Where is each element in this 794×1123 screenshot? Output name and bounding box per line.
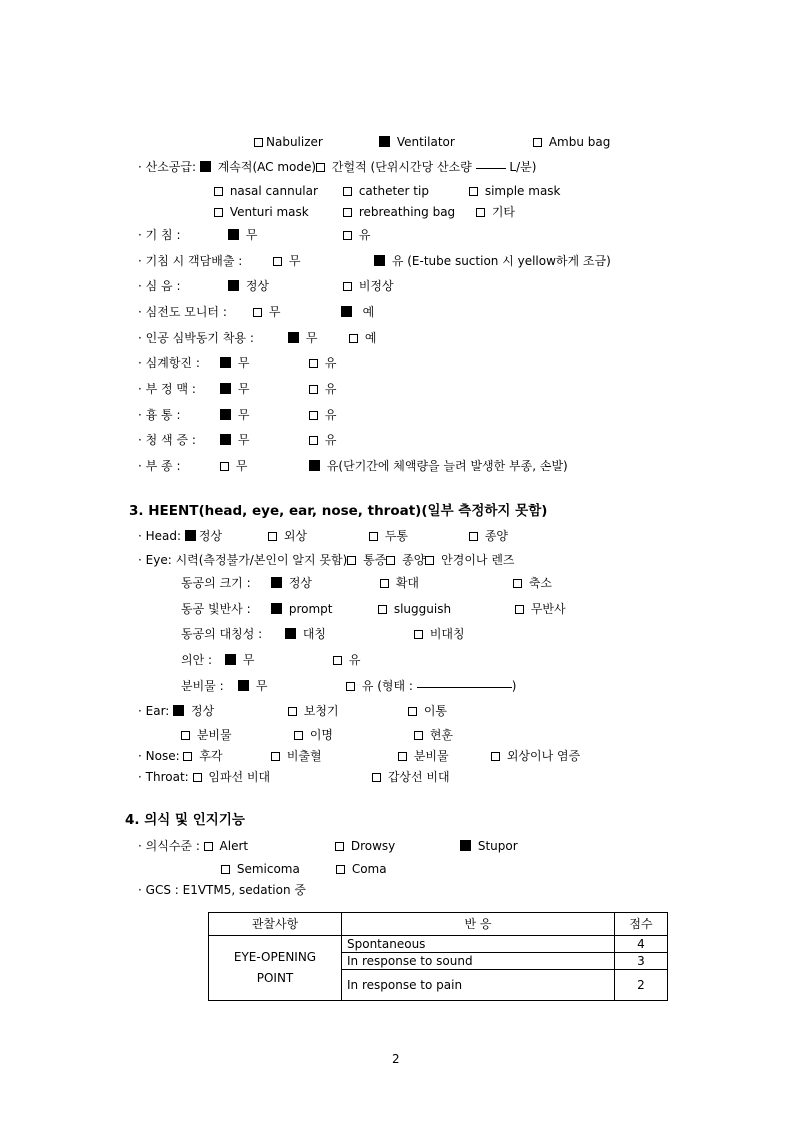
checked-box-icon[interactable]	[288, 332, 299, 343]
checked-box-icon[interactable]	[185, 530, 196, 541]
cough-opt1[interactable]: 무	[228, 227, 257, 243]
drowsy-option[interactable]: Drowsy	[335, 838, 395, 854]
pupil-size-label: 동공의 크기 :	[181, 576, 251, 590]
score-cell: 4	[615, 936, 668, 953]
checkbox-icon[interactable]	[309, 385, 318, 394]
pupil-reflex-opt1[interactable]: prompt	[271, 601, 332, 617]
checkbox-icon[interactable]	[288, 707, 297, 716]
checkbox-icon[interactable]	[316, 163, 325, 172]
palpitation-label: · 심계항진 :	[138, 356, 200, 370]
checkbox-icon[interactable]	[343, 231, 352, 240]
checkbox-icon[interactable]	[346, 682, 355, 691]
pupil-symmetry-opt1[interactable]: 대칭	[285, 626, 326, 642]
nasal-option[interactable]: nasal cannular	[214, 183, 318, 199]
palpitation-opt1[interactable]: 무	[220, 355, 249, 371]
checkbox-icon[interactable]	[398, 752, 407, 761]
checkbox-icon[interactable]	[214, 208, 223, 217]
arrhythmia-label: · 부 정 맥 :	[138, 382, 196, 396]
nose-opt2[interactable]: 비출혈	[271, 748, 322, 764]
head-opt2[interactable]: 외상	[268, 528, 307, 544]
checkbox-icon[interactable]	[380, 579, 389, 588]
checked-box-icon[interactable]	[225, 654, 236, 665]
checkbox-icon[interactable]	[336, 865, 345, 874]
eye-row: · Eye: 시력(측정불가/본인이 알지 못함) 통증 종양 안경이나 렌즈	[138, 553, 515, 567]
score-cell: 2	[615, 970, 668, 1001]
checkbox-icon[interactable]	[513, 579, 522, 588]
edema-label: · 부 종 :	[138, 459, 181, 473]
edema-opt1[interactable]: 무	[220, 458, 247, 474]
eye-discharge-opt1[interactable]: 무	[238, 678, 267, 694]
checkbox-icon[interactable]	[333, 656, 342, 665]
prosthetic-eye-opt1[interactable]: 무	[225, 652, 254, 668]
checkbox-icon[interactable]	[469, 187, 478, 196]
pupil-size-opt1[interactable]: 정상	[271, 575, 312, 591]
ventilator-option[interactable]: Ventilator	[379, 134, 455, 150]
pacemaker-opt1[interactable]: 무	[288, 330, 317, 346]
stupor-option[interactable]: Stupor	[460, 838, 518, 854]
ecg-opt2[interactable]: 예	[341, 304, 374, 320]
response-cell: Spontaneous	[342, 936, 615, 953]
checkbox-icon[interactable]	[533, 138, 542, 147]
checkbox-icon[interactable]	[309, 411, 318, 420]
checkbox-icon[interactable]	[369, 532, 378, 541]
pupil-reflex-opt3[interactable]: 무반사	[515, 601, 566, 617]
checkbox-icon[interactable]	[309, 436, 318, 445]
oxygen-label: 산소공급:	[145, 160, 197, 174]
catheter-option[interactable]: catheter tip	[343, 183, 429, 199]
category-cell	[209, 936, 342, 1001]
category-line1: EYE-OPENING	[233, 950, 317, 964]
heart-sound-opt2[interactable]: 비정상	[343, 278, 394, 294]
checkbox-icon[interactable]	[183, 752, 192, 761]
head-opt4[interactable]: 종양	[469, 528, 508, 544]
checkbox-icon[interactable]	[204, 842, 213, 851]
checked-box-icon[interactable]	[271, 577, 282, 588]
page-number: 2	[392, 1052, 400, 1066]
checkbox-icon[interactable]	[343, 208, 352, 217]
chest-pain-opt2[interactable]: 유	[309, 407, 336, 423]
checkbox-icon[interactable]	[386, 556, 395, 565]
chest-pain-label: · 흉 통 :	[138, 408, 181, 422]
pupil-size-opt2[interactable]: 확대	[380, 575, 419, 591]
oxygen-row: · 산소공급: 계속적(AC mode) 간헐적 (단위시간당 산소량 L/분)	[138, 160, 537, 174]
section-3-title: 3. HEENT(head, eye, ear, nose, throat)(일부 측정하지 못함)	[129, 503, 548, 519]
checkbox-icon[interactable]	[193, 773, 202, 782]
pupil-size-opt3[interactable]: 축소	[513, 575, 552, 591]
header-observation: 관찰사항	[209, 913, 342, 936]
edema-opt2[interactable]: 유(단기간에 체액량을 늘려 발생한 부종, 손발)	[309, 458, 568, 474]
section-4-title: 4. 의식 및 인지기능	[125, 812, 245, 828]
ambu-bag-option[interactable]: Ambu bag	[533, 134, 610, 150]
nose-opt4[interactable]: 외상이나 염증	[491, 748, 580, 764]
checked-box-icon[interactable]	[271, 603, 282, 614]
nebulizer-option[interactable]: Nabulizer	[254, 134, 323, 150]
header-score: 점수	[615, 913, 668, 936]
checked-box-icon[interactable]	[220, 409, 231, 420]
ear-opt5[interactable]: 이명	[294, 727, 333, 743]
checkbox-icon[interactable]	[343, 282, 352, 291]
checkbox-icon[interactable]	[425, 556, 434, 565]
checked-box-icon[interactable]	[220, 357, 231, 368]
palpitation-opt2[interactable]: 유	[309, 355, 336, 371]
pacemaker-label: · 인공 심박동기 착용 :	[138, 331, 254, 345]
checked-box-icon[interactable]	[228, 229, 239, 240]
pupil-symmetry-label: 동공의 대칭성 :	[181, 627, 263, 641]
throat-row: · Throat: 임파선 비대	[138, 770, 271, 784]
checked-box-icon[interactable]	[220, 383, 231, 394]
gcs-table	[208, 912, 668, 1001]
cyanosis-opt2[interactable]: 유	[309, 432, 336, 448]
rebreathing-option[interactable]: rebreathing bag	[343, 204, 455, 220]
ecg-label: · 심전도 모니터 :	[138, 305, 227, 319]
checkbox-icon[interactable]	[268, 532, 277, 541]
arrhythmia-opt1[interactable]: 무	[220, 381, 249, 397]
checkbox-icon[interactable]	[273, 257, 282, 266]
sputum-opt1[interactable]: 무	[273, 253, 300, 269]
prosthetic-eye-opt2[interactable]: 유	[333, 652, 360, 668]
checked-box-icon[interactable]	[238, 680, 249, 691]
ear-opt3[interactable]: 이통	[408, 703, 447, 719]
semicoma-option[interactable]: Semicoma	[221, 861, 300, 877]
checked-box-icon[interactable]	[309, 460, 320, 471]
venturi-option[interactable]: Venturi mask	[214, 204, 309, 220]
gcs-row: · GCS : E1VTM5, sedation 중	[138, 883, 306, 897]
throat-opt2[interactable]: 갑상선 비대	[372, 769, 450, 785]
checked-box-icon[interactable]	[173, 705, 184, 716]
checkbox-icon[interactable]	[254, 138, 263, 147]
arrhythmia-opt2[interactable]: 유	[309, 381, 336, 397]
checked-box-icon[interactable]	[228, 280, 239, 291]
heart-sound-opt1[interactable]: 정상	[228, 278, 269, 294]
discharge-type-blank[interactable]	[417, 687, 512, 688]
consciousness-row: · 의식수준 : Alert	[138, 839, 249, 853]
checkbox-icon[interactable]	[476, 208, 485, 217]
checkbox-icon[interactable]	[378, 605, 387, 614]
cough-label: · 기 침 :	[138, 228, 181, 242]
checked-box-icon[interactable]	[379, 136, 390, 147]
checked-box-icon[interactable]	[341, 306, 352, 317]
heart-sound-label: · 심 음 :	[138, 279, 181, 293]
pupil-reflex-opt2[interactable]: slugguish	[378, 601, 451, 617]
pupil-reflex-label: 동공 빛반사 :	[181, 602, 251, 616]
checked-box-icon[interactable]	[285, 628, 296, 639]
checkbox-icon[interactable]	[349, 334, 358, 343]
checkbox-icon[interactable]	[343, 187, 352, 196]
head-row: · Head: 정상	[138, 529, 223, 543]
nose-row: · Nose: 후각	[138, 749, 223, 763]
cough-opt2[interactable]: 유	[343, 227, 370, 243]
checkbox-icon[interactable]	[408, 707, 417, 716]
table-row	[209, 936, 668, 953]
ear-opt4[interactable]: 분비물	[181, 727, 232, 743]
category-line2: POINT	[256, 971, 294, 985]
checkbox-icon[interactable]	[309, 359, 318, 368]
table-header-row	[209, 913, 668, 936]
checkbox-icon[interactable]	[220, 462, 229, 471]
eye-discharge-label: 분비물 :	[181, 679, 224, 693]
response-cell: In response to sound	[342, 953, 615, 970]
checkbox-icon[interactable]	[469, 532, 478, 541]
score-cell: 3	[615, 953, 668, 970]
simple-mask-option[interactable]: simple mask	[469, 183, 561, 199]
checkbox-icon[interactable]	[271, 752, 280, 761]
pupil-symmetry-opt2[interactable]: 비대칭	[414, 626, 465, 642]
checkbox-icon[interactable]	[414, 731, 423, 740]
nose-opt3[interactable]: 분비물	[398, 748, 449, 764]
checkbox-icon[interactable]	[221, 865, 230, 874]
checkbox-icon[interactable]	[214, 187, 223, 196]
pacemaker-opt2[interactable]: 예	[349, 330, 376, 346]
oxygen-amount-blank[interactable]	[476, 168, 506, 169]
ecg-opt1[interactable]: 무	[253, 304, 280, 320]
coma-option[interactable]: Coma	[336, 861, 387, 877]
checkbox-icon[interactable]	[491, 752, 500, 761]
checkbox-icon[interactable]	[414, 630, 423, 639]
other-option[interactable]: 기타	[476, 204, 515, 220]
cyanosis-label: · 청 색 증 :	[138, 433, 196, 447]
ear-opt6[interactable]: 현훈	[414, 727, 453, 743]
chest-pain-opt1[interactable]: 무	[220, 407, 249, 423]
checkbox-icon[interactable]	[294, 731, 303, 740]
checked-box-icon[interactable]	[220, 434, 231, 445]
checked-box-icon[interactable]	[460, 840, 471, 851]
cyanosis-opt1[interactable]: 무	[220, 432, 249, 448]
ear-row: · Ear: 정상	[138, 704, 215, 718]
checked-box-icon[interactable]	[200, 161, 211, 172]
checkbox-icon[interactable]	[372, 773, 381, 782]
checkbox-icon[interactable]	[181, 731, 190, 740]
ear-opt2[interactable]: 보청기	[288, 703, 339, 719]
header-response: 반 응	[342, 913, 615, 936]
checkbox-icon[interactable]	[347, 556, 356, 565]
response-cell: In response to pain	[342, 970, 615, 1001]
head-opt3[interactable]: 두통	[369, 528, 408, 544]
prosthetic-eye-label: 의안 :	[181, 653, 213, 667]
checkbox-icon[interactable]	[335, 842, 344, 851]
sputum-opt2[interactable]: 유 (E-tube suction 시 yellow하게 조금)	[374, 253, 611, 269]
eye-discharge-opt2[interactable]: 유 (형태 : )	[346, 678, 516, 694]
sputum-label: · 기침 시 객담배출 :	[138, 254, 243, 268]
checkbox-icon[interactable]	[253, 308, 262, 317]
checkbox-icon[interactable]	[515, 605, 524, 614]
checked-box-icon[interactable]	[374, 255, 385, 266]
